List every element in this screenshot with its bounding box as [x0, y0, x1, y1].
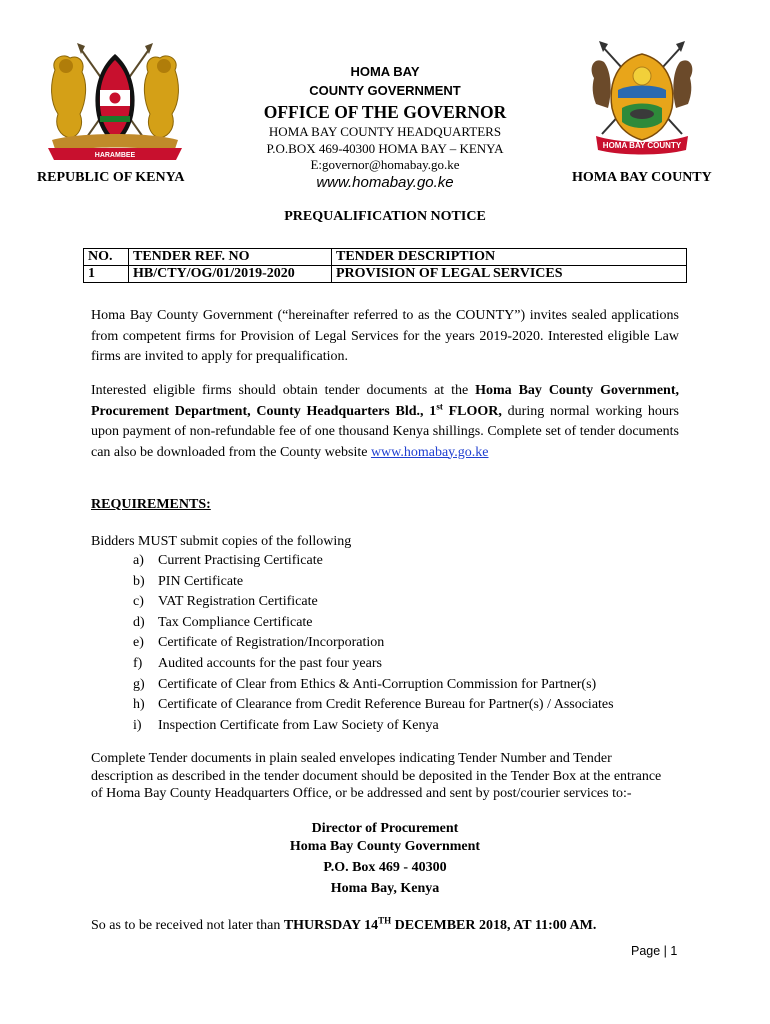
deadline-sup: TH [378, 915, 392, 926]
tender-documents-paragraph [91, 381, 679, 463]
republic-of-kenya-label: REPUBLIC OF KENYA [37, 170, 185, 185]
tender-table [83, 248, 687, 283]
address-line-director: Director of Procurement [311, 821, 459, 836]
header-website[interactable]: www.homabay.go.ke [316, 174, 454, 191]
homa-bay-county-label: HOMA BAY COUNTY [572, 170, 712, 185]
county-website-link[interactable]: www.homabay.go.ke [370, 444, 489, 460]
list-item-text: Audited accounts for the past four years [158, 655, 382, 671]
list-item-text: Certificate of Clear from Ethics & Anti-Corruption Commission for Partner(s) [158, 676, 597, 692]
requirements-list [133, 551, 614, 736]
cell-description: PROVISION OF LEGAL SERVICES [332, 266, 687, 283]
list-item-letter: a) [133, 553, 144, 568]
header-homa-bay: HOMA BAY [350, 64, 420, 79]
header-cell-ref: TENDER REF. NO [129, 249, 332, 266]
list-item-text: Current Practising Certificate [158, 553, 323, 568]
list-item-text: Tax Compliance Certificate [158, 614, 313, 630]
list-item-letter: d) [133, 614, 145, 630]
para2-text-1: Interested eligible firms should obtain tender documents at the [91, 383, 476, 398]
list-item [133, 572, 614, 593]
list-item-letter: g) [133, 676, 145, 692]
table-row [84, 266, 687, 283]
header-email: E:governor@homabay.go.ke [310, 157, 460, 172]
para2-bold-sup: st [436, 400, 443, 411]
header-cell-description: TENDER DESCRIPTION [332, 249, 687, 266]
list-item [133, 675, 614, 696]
list-item-letter: f) [133, 655, 143, 671]
header-po-box: P.O.BOX 469-40300 HOMA BAY – KENYA [266, 141, 504, 156]
deadline-statement [91, 915, 597, 934]
cell-ref: HB/CTY/OG/01/2019-2020 [129, 266, 332, 283]
list-item-letter: c) [133, 594, 144, 610]
deadline-prefix: So as to be received not later than [91, 918, 284, 933]
deadline-date-time: DECEMBER 2018, AT 11:00 AM. [391, 918, 597, 933]
header-county-government: COUNTY GOVERNMENT [309, 83, 461, 98]
address-line-po-box: P.O. Box 469 - 40300 [323, 860, 447, 875]
requirements-heading: REQUIREMENTS: [91, 497, 211, 512]
requirements-intro: Bidders MUST submit copies of the following [91, 534, 352, 549]
para2-bold-location: Homa Bay County Government, Procurement Department, County Headquarters Bld., 1 [91, 383, 680, 419]
list-item-letter: h) [133, 697, 145, 713]
address-line-town: Homa Bay, Kenya [330, 881, 440, 896]
list-item-text: Inspection Certificate from Law Society of Kenya [158, 717, 439, 733]
notice-title: PREQUALIFICATION NOTICE [284, 209, 486, 224]
invitation-paragraph: Homa Bay County Government (“hereinafter referred to as the COUNTY”) invites sealed applications from competent firms for Provision of Legal Services for the years 2019-2020. Interested eligible Law firms are invited to apply for prequalification. [91, 308, 679, 364]
homa-bay-county-logo [582, 38, 702, 166]
page-number: Page | 1 [631, 944, 678, 958]
para2-bold-floor: FLOOR, [442, 403, 502, 419]
list-item [133, 695, 614, 716]
header-headquarters: HOMA BAY COUNTY HEADQUARTERS [268, 124, 502, 139]
list-item [133, 592, 614, 613]
deadline-day: THURSDAY 14 [283, 918, 379, 933]
address-line-county: Homa Bay County Government [289, 839, 481, 854]
list-item [133, 551, 614, 572]
header-office-of-governor: OFFICE OF THE GOVERNOR [263, 102, 507, 122]
list-item [133, 654, 614, 675]
list-item-text: Certificate of Clearance from Credit Reference Bureau for Partner(s) / Associates [158, 697, 614, 713]
list-item-letter: e) [133, 635, 144, 651]
cell-no: 1 [84, 266, 129, 283]
list-item-letter: b) [133, 573, 145, 589]
list-item-letter: i) [133, 717, 142, 733]
header-cell-no: NO. [84, 249, 129, 266]
county-banner-text: HOMA BAY COUNTY [602, 141, 682, 150]
list-item [133, 716, 614, 737]
list-item [133, 613, 614, 634]
table-header-row [84, 249, 687, 266]
list-item-text: VAT Registration Certificate [158, 594, 318, 610]
para2-text-2: during normal working hours upon payment of non-refundable fee of one thousand Kenya shillings. Complete set of tender documents can also be downloaded from the County website [91, 403, 679, 460]
list-item [133, 633, 614, 654]
list-item-text: PIN Certificate [158, 573, 244, 589]
kenya-banner-text: HARAMBEE [94, 152, 136, 159]
kenya-coat-of-arms-logo [40, 40, 190, 165]
submission-paragraph: Complete Tender documents in plain sealed envelopes indicating Tender Number and Tender description as described in the tender document should be deposited in the Tender Box at the entrance of Homa Bay County Headquarters Office, or be addressed and sent by post/courier services to:- [91, 751, 662, 801]
list-item-text: Certificate of Registration/Incorporation [158, 635, 385, 651]
